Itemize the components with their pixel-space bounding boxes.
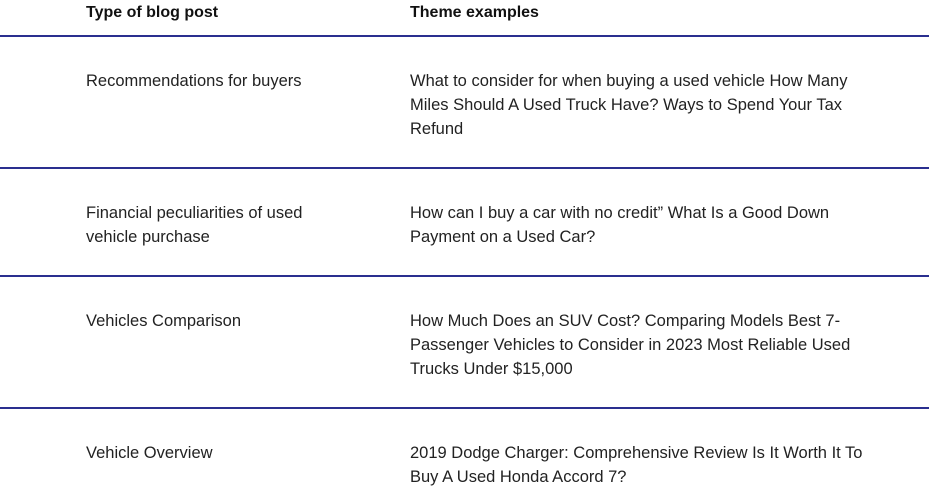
row-type-cell: Vehicles Comparison: [86, 312, 241, 330]
row-themes-cell: 2019 Dodge Charger: Comprehensive Review Is It Worth It To Buy A Used Honda Accord 7?: [410, 444, 863, 486]
row-type-cell: Vehicle Overview: [86, 444, 213, 462]
row-themes-cell: What to consider for when buying a used vehicle How Many Miles Should A Used Truck Have? Ways to Spend Your Tax Refund: [410, 72, 848, 138]
row-type-cell: Financial peculiarities of used vehicle purchase: [86, 204, 303, 246]
table-row: [0, 37, 929, 169]
row-themes-cell: How Much Does an SUV Cost? Comparing Models Best 7-Passenger Vehicles to Consider in 2023 Most Reliable Used Trucks Under $15,000: [410, 312, 851, 378]
row-type-cell: Recommendations for buyers: [86, 72, 302, 90]
row-themes-cell: How can I buy a car with no credit” What Is a Good Down Payment on a Used Car?: [410, 204, 830, 246]
table-header-row: [0, 0, 929, 37]
table-row: [0, 277, 929, 409]
table-row: [0, 169, 929, 277]
header-type-of-blog-post: Type of blog post: [86, 4, 219, 21]
table-row: [0, 409, 929, 499]
header-theme-examples: Theme examples: [410, 4, 539, 21]
